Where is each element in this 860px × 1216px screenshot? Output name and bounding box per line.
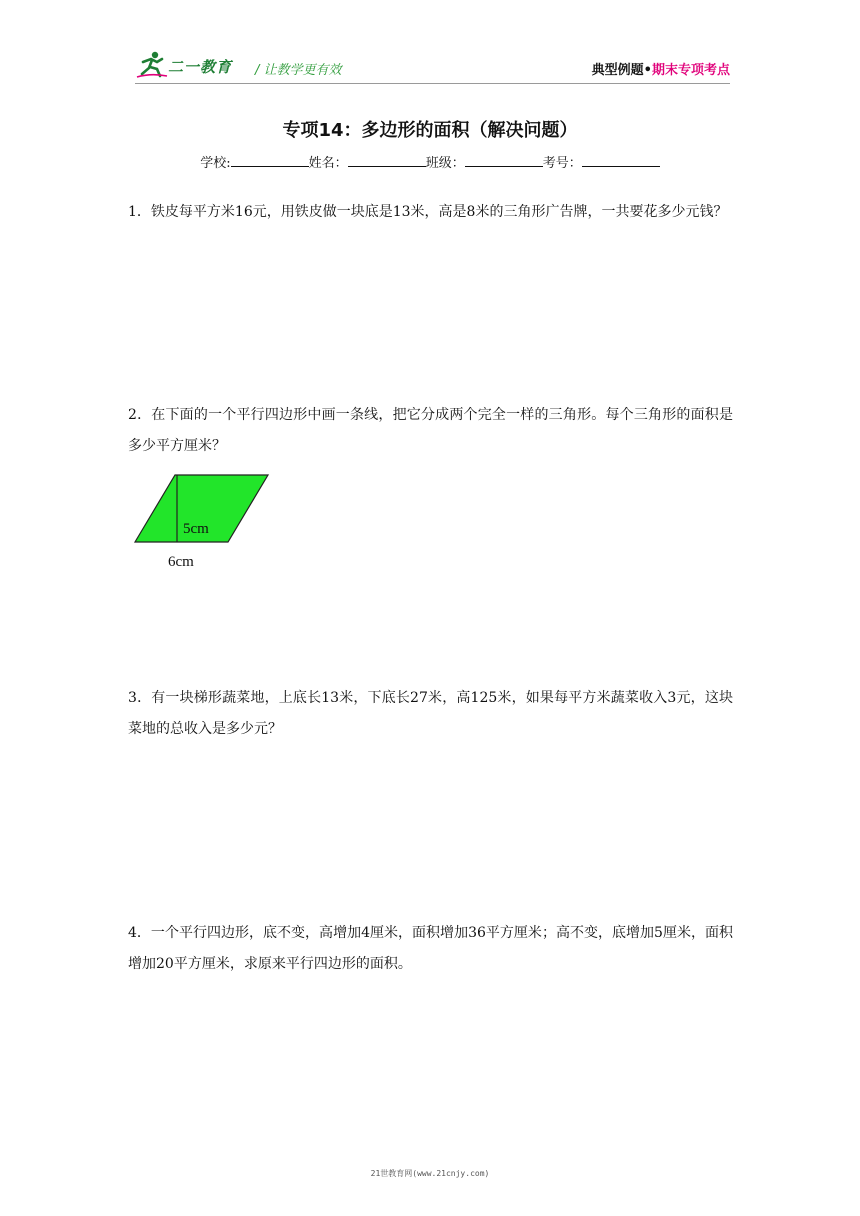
height-label: 5cm [183,521,209,537]
header-slogan: / 让教学更有效 [255,63,342,78]
class-label: 班级： [425,156,465,171]
logo-text: 二一教育 [168,58,233,76]
name-label: 姓名： [308,156,348,171]
question-1: 1．铁皮每平方米16元，用铁皮做一块底是13米，高是8米的三角形广告牌，一共要花多少元钱？ [128,204,728,220]
exam-number-blank[interactable] [582,154,660,167]
header-series-label [592,59,730,78]
exam-number-label: 考号： [542,156,582,171]
school-label: 学校: [200,156,231,171]
header-series-part1: 典型例题• [591,63,652,78]
name-blank[interactable] [348,154,426,167]
base-label: 6cm [168,554,194,570]
question-4: 4．一个平行四边形，底不变，高增加4厘米，面积增加36平方厘米；高不变，底增加5厘米，面积增加20平方厘米，求原来平行四边形的面积。 [128,925,733,972]
question-3: 3．有一块梯形蔬菜地，上底长13米，下底长27米，高125米，如果每平方米蔬菜收入3元，这块菜地的总收入是多少元？ [128,690,733,737]
parallelogram-figure [130,472,275,577]
question-2: 2．在下面的一个平行四边形中画一条线，把它分成两个完全一样的三角形。每个三角形的面积是多少平方厘米？ [128,407,733,454]
page-header [135,50,730,86]
class-blank[interactable] [465,154,543,167]
page-footer: 21世教育网(www.21cnjy.com) [370,1169,490,1178]
student-info-line [0,152,860,171]
school-blank[interactable] [231,154,309,167]
page-title: 专项14：多边形的面积（解决问题） [282,120,578,141]
header-series-part2: 期末专项考点 [651,63,730,78]
header-divider [135,83,730,84]
